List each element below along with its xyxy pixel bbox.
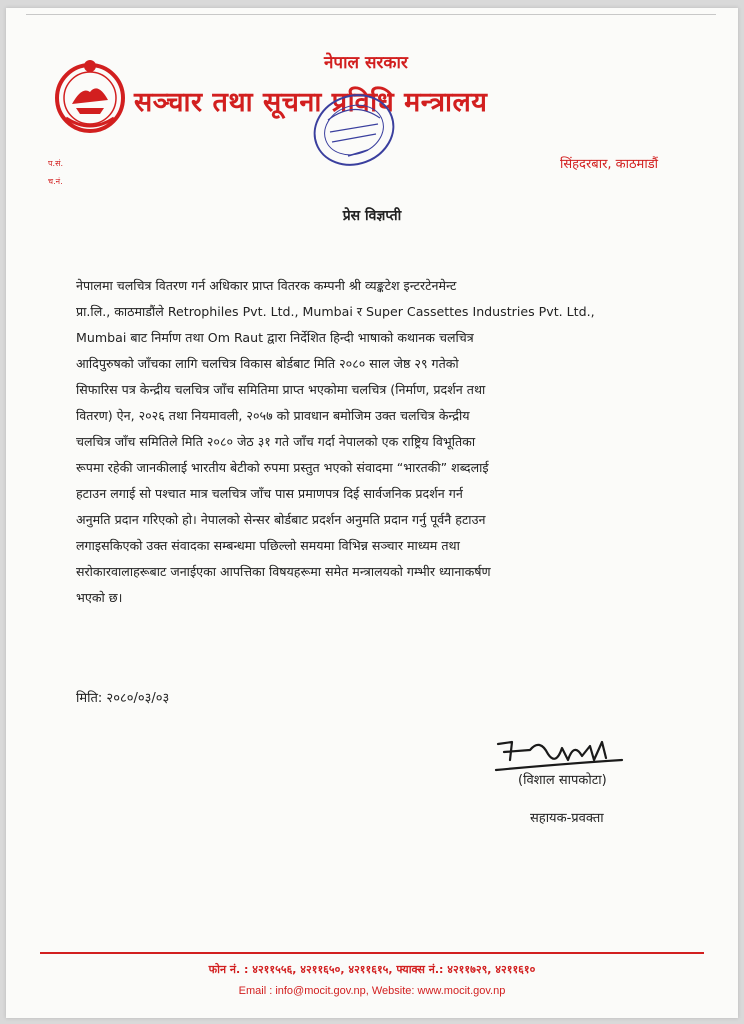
office-location: सिंहदरबार, काठमाडौं: [560, 157, 659, 172]
body-line: हटाउन लगाई सो पश्चात मात्र चलचित्र जाँच पास प्रमाणपत्र दिई सार्वजनिक प्रदर्शन गर्न: [76, 486, 463, 501]
letter-page: [6, 8, 738, 1018]
dispatch-number-label: च.नं.: [48, 177, 63, 186]
signer-name: (विशाल सापकोटा): [518, 773, 607, 788]
body-line: सिफारिस पत्र केन्द्रीय चलचित्र जाँच समितिमा प्राप्त भएकोमा चलचित्र (निर्माण, प्रदर्शन तथा: [76, 382, 486, 397]
document-title: प्रेस विज्ञप्ती: [342, 208, 402, 224]
signer-designation: सहायक-प्रवक्ता: [530, 811, 604, 826]
office-stamp-icon: [308, 90, 400, 172]
body-line: लगाइसकिएको उक्त संवादका सम्बन्धमा पछिल्लो समयमा विभिन्न सञ्चार माध्यम तथा: [76, 538, 460, 553]
ministry-name: सञ्चार तथा सूचना प्रविधि मन्त्रालय: [134, 87, 488, 118]
press-release-body: [76, 273, 676, 611]
reference-number-label: प.सं.: [48, 159, 64, 168]
document-date: मिति: २०८०/०३/०३: [76, 691, 170, 706]
body-line: भएको छ।: [76, 590, 123, 605]
body-line: रूपमा रहेकी जानकीलाई भारतीय बेटीको रुपमा प्रस्तुत भएको संवादमा “भारतकी” शब्दलाई: [76, 460, 489, 475]
body-line: वितरण) ऐन, २०२६ तथा नियमावली, २०५७ को प्रावधान बमोजिम उक्त चलचित्र केन्द्रीय: [76, 408, 470, 423]
footer-contact-numbers: फोन नं. : ४२११५५६, ४२११६५०, ४२११६१५, फ्याक्स नं.: ४२११७२९, ४२११६१०: [208, 963, 536, 976]
body-line: Mumbai बाट निर्माण तथा Om Raut द्वारा निर्देशित हिन्दी भाषाको कथानक चलचित्र: [76, 330, 474, 345]
body-line: अनुमति प्रदान गरिएको हो। नेपालको सेन्सर बोर्डबाट प्रदर्शन अनुमति प्रदान गर्नु पूर्वनै हटाउन: [76, 512, 486, 527]
body-line: चलचित्र जाँच समितिले मिति २०८० जेठ ३१ गते जाँच गर्दा नेपालको एक राष्ट्रिय विभूतिका: [76, 434, 476, 449]
footer-email-website: Email : info@mocit.gov.np, Website: www.mocit.gov.np: [238, 985, 506, 997]
top-border-line: [26, 14, 716, 15]
body-line: आदिपुरुषको जाँचका लागि चलचित्र विकास बोर्डबाट मिति २०८० साल जेष्ठ २९ गतेको: [76, 356, 459, 371]
footer-divider: [40, 952, 704, 954]
body-line: सरोकारवालाहरूबाट जनाईएका आपत्तिका विषयहरूमा समेत मन्त्रालयको गम्भीर ध्यानाकर्षण: [76, 564, 491, 579]
nepal-emblem-icon: [52, 56, 128, 136]
body-line: प्रा.लि., काठमाडौंले Retrophiles Pvt. Ltd., Mumbai र Super Cassettes Industries Pvt. Ltd.,: [76, 304, 595, 319]
body-line: नेपालमा चलचित्र वितरण गर्न अधिकार प्राप्त वितरक कम्पनी श्री व्यङ्कटेश इन्टरटेनमेन्ट: [76, 278, 457, 293]
government-name: नेपाल सरकार: [324, 53, 408, 73]
